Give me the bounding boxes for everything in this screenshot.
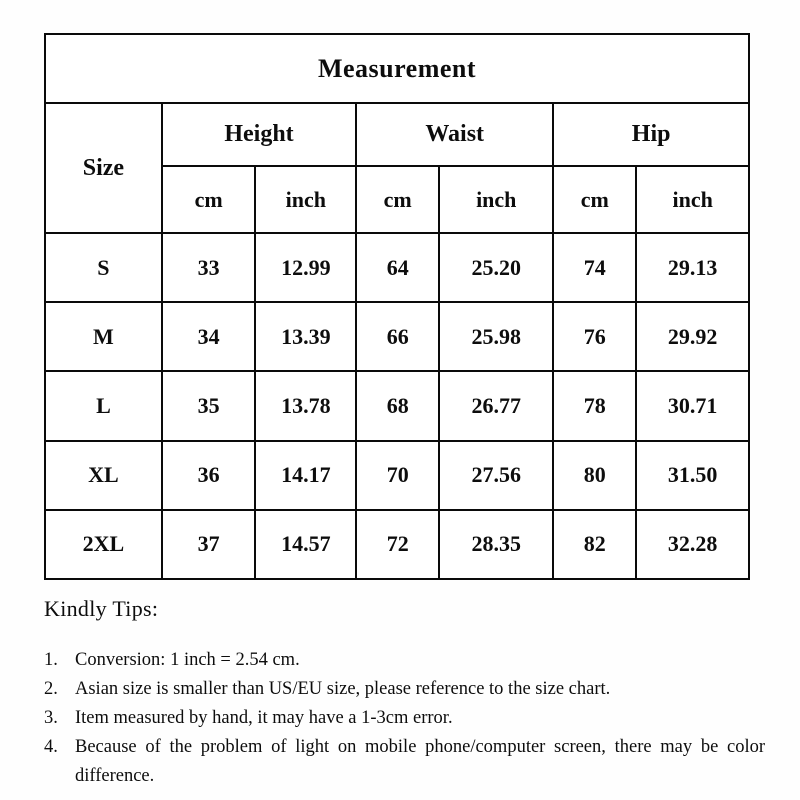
size-label: L	[45, 371, 162, 440]
unit-header-hip-inch: inch	[636, 166, 749, 233]
tip-number: 1.	[44, 650, 58, 670]
unit-header-waist-inch: inch	[439, 166, 553, 233]
tip-text: Because of the problem of light on mobile phone/computer screen, there may be color difference.	[75, 737, 765, 786]
tip-item	[44, 704, 766, 733]
unit-header-height-cm: cm	[162, 166, 256, 233]
table-row	[45, 233, 749, 302]
table-row	[45, 441, 749, 510]
cell-value: 30.71	[636, 371, 749, 440]
tip-text: Item measured by hand, it may have a 1-3cm error.	[75, 708, 453, 728]
group-header-height: Height	[162, 103, 356, 166]
tips-heading: Kindly Tips:	[44, 596, 159, 621]
cell-value: 37	[162, 510, 256, 579]
unit-header-hip-cm: cm	[553, 166, 636, 233]
tip-number: 2.	[44, 679, 58, 699]
cell-value: 64	[356, 233, 439, 302]
table-row	[45, 302, 749, 371]
tip-number: 4.	[44, 737, 58, 757]
cell-value: 80	[553, 441, 636, 510]
size-label: M	[45, 302, 162, 371]
tip-item	[44, 675, 766, 704]
table-row	[45, 371, 749, 440]
cell-value: 25.98	[439, 302, 553, 371]
cell-value: 29.13	[636, 233, 749, 302]
size-label: 2XL	[45, 510, 162, 579]
cell-value: 74	[553, 233, 636, 302]
cell-value: 31.50	[636, 441, 749, 510]
cell-value: 76	[553, 302, 636, 371]
tip-item	[44, 733, 766, 791]
tip-text: Asian size is smaller than US/EU size, please reference to the size chart.	[75, 679, 611, 699]
cell-value: 66	[356, 302, 439, 371]
unit-header-waist-cm: cm	[356, 166, 439, 233]
cell-value: 26.77	[439, 371, 553, 440]
cell-value: 72	[356, 510, 439, 579]
cell-value: 33	[162, 233, 256, 302]
cell-value: 82	[553, 510, 636, 579]
cell-value: 25.20	[439, 233, 553, 302]
group-header-hip: Hip	[553, 103, 749, 166]
tip-item	[44, 646, 766, 675]
measurement-table	[44, 33, 750, 580]
unit-header-height-inch: inch	[255, 166, 356, 233]
cell-value: 13.39	[255, 302, 356, 371]
cell-value: 34	[162, 302, 256, 371]
cell-value: 13.78	[255, 371, 356, 440]
cell-value: 36	[162, 441, 256, 510]
size-column-header: Size	[45, 103, 162, 233]
table-title: Measurement	[45, 34, 749, 103]
group-header-waist: Waist	[356, 103, 553, 166]
tip-text: Conversion: 1 inch = 2.54 cm.	[75, 650, 300, 670]
cell-value: 14.17	[255, 441, 356, 510]
cell-value: 78	[553, 371, 636, 440]
size-label: S	[45, 233, 162, 302]
cell-value: 68	[356, 371, 439, 440]
cell-value: 14.57	[255, 510, 356, 579]
tip-number: 3.	[44, 708, 58, 728]
tips-section	[44, 596, 766, 791]
cell-value: 28.35	[439, 510, 553, 579]
table-title-row	[45, 34, 749, 103]
cell-value: 35	[162, 371, 256, 440]
cell-value: 27.56	[439, 441, 553, 510]
cell-value: 29.92	[636, 302, 749, 371]
table-group-header-row	[45, 103, 749, 166]
cell-value: 32.28	[636, 510, 749, 579]
table-row	[45, 510, 749, 579]
cell-value: 70	[356, 441, 439, 510]
size-label: XL	[45, 441, 162, 510]
cell-value: 12.99	[255, 233, 356, 302]
